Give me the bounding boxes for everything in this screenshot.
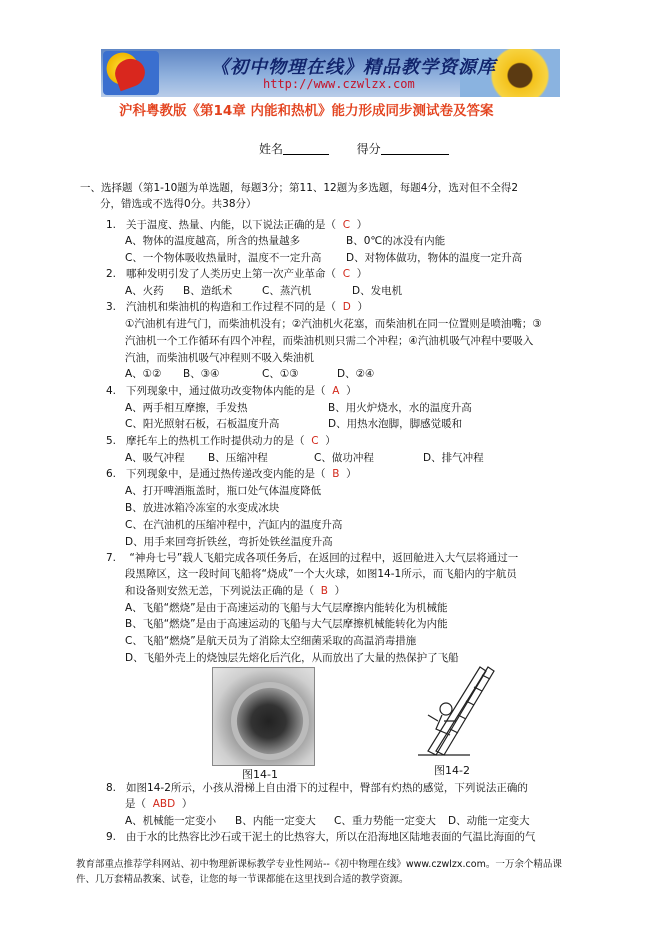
name-label: 姓名 <box>259 142 284 156</box>
option: B、0℃的冰没有内能 <box>346 235 446 247</box>
option: C、阳光照射石板，石板温度升高 <box>125 418 280 430</box>
site-banner <box>101 49 560 97</box>
option: C、①③ <box>262 368 299 380</box>
banner-url: http://www.czwlzx.com <box>263 77 415 91</box>
option: C、在汽油机的压缩冲程中，汽缸内的温度升高 <box>125 519 343 531</box>
option: B、放进冰箱冷冻室的水变成冰块 <box>125 502 280 514</box>
answer-2: C <box>342 268 351 280</box>
option: C、重力势能一定变大 <box>334 815 436 827</box>
question-4: 4. 下列现象中，通过做功改变物体内能的是（ A ） <box>106 385 357 397</box>
document-title: 沪科粤教版《第14章 内能和热机》能力形成同步测试卷及答案 <box>119 103 494 119</box>
option: A、火药 <box>125 285 164 297</box>
score-blank <box>381 142 449 155</box>
name-blank <box>283 142 329 155</box>
option: D、发电机 <box>352 285 403 297</box>
score-label: 得分 <box>356 142 381 156</box>
question-body: 汽油机一个工作循环有四个冲程，而柴油机则只需二个冲程；④汽油机吸气冲程中要吸入 <box>125 335 534 347</box>
option: B、内能一定变大 <box>235 815 316 827</box>
option: C、做功冲程 <box>314 452 374 464</box>
question-body: ①汽油机有进气门，而柴油机没有；②汽油机火花塞，而柴油机在同一位置则是喷油嘴；③ <box>125 318 542 330</box>
option: B、③④ <box>183 368 220 380</box>
question-body: 和设备则安然无恙，下列说法正确的是（ B ） <box>125 585 346 597</box>
question-7: 7. “神舟七号”载人飞船完成各项任务后，在返回的过程中，返回舱进入大气层将通过一 <box>106 552 519 564</box>
question-body: 段黑障区，这一段时间飞船将“烧成”一个大火球，如图14-1所示，而飞船内的宇航员 <box>125 568 517 580</box>
option: D、②④ <box>337 368 375 380</box>
question-8: 8. 如图14-2所示，小孩从滑梯上自由滑下的过程中，臀部有灼热的感觉，下列说法正确的 <box>106 782 528 794</box>
question-5: 5. 摩托车上的热机工作时提供动力的是（ C ） <box>106 435 336 447</box>
option: B、用火炉烧水，水的温度升高 <box>328 402 472 414</box>
figure-14-1-caption: 图14-1 <box>242 768 278 781</box>
option: D、用手来回弯折铁丝，弯折处铁丝温度升高 <box>125 536 333 548</box>
footer-line-1: 教育部重点推荐学科网站、初中物理新课标教学专业性网站--《初中物理在线》www.czwlzx.com。一万余个精品课 <box>76 859 562 870</box>
question-body: 是（ ABD ） <box>125 798 193 810</box>
question-2: 2. 哪种发明引发了人类历史上第一次产业革命（ C ） <box>106 268 368 280</box>
option: B、造纸术 <box>183 285 233 297</box>
option: A、飞船“燃烧”是由于高速运动的飞船与大气层摩擦内能转化为机械能 <box>125 602 448 614</box>
option: B、压缩冲程 <box>208 452 268 464</box>
answer-7: B <box>320 585 328 597</box>
figure-14-1-image <box>212 667 315 766</box>
answer-5: C <box>311 435 319 447</box>
answer-4: A <box>332 385 340 397</box>
figure-14-2-slide-drawing <box>410 665 498 758</box>
option: A、机械能一定变小 <box>125 815 217 827</box>
option: D、对物体做功，物体的温度一定升高 <box>346 252 523 264</box>
answer-8: ABD <box>152 798 176 810</box>
option: D、排气冲程 <box>423 452 484 464</box>
section-heading: 一、选择题（第1-10题为单选题，每题3分；第11、12题为多选题，每题4分，选对但不全得2 <box>80 182 519 194</box>
footer-line-2: 件、几万套精品教案、试卷，让您的每一节课都能在这里找到合适的教学资源。 <box>76 874 409 885</box>
question-9: 9. 由于水的比热容比沙石或干泥土的比热容大，所以在沿海地区陆地表面的气温比海面的气 <box>106 831 536 843</box>
option: D、用热水泡脚，脚感觉暖和 <box>328 418 463 430</box>
answer-6: B <box>332 468 340 480</box>
name-score-bar <box>259 140 449 157</box>
banner-title: 《初中物理在线》精品教学资源库 <box>211 57 496 78</box>
capsule-fireball-shape <box>220 671 320 771</box>
section-heading-cont: 分，错选或不选得0分。共38分） <box>100 198 257 210</box>
option: A、①② <box>125 368 162 380</box>
question-1: 1. 关于温度、热量、内能，以下说法正确的是（ C ） <box>106 219 368 231</box>
question-3: 3. 汽油机和柴油机的构造和工作过程不同的是（ D ） <box>106 301 369 313</box>
option: C、飞船“燃烧”是航天员为了消除太空细菌采取的高温消毒措施 <box>125 635 417 647</box>
option: A、物体的温度越高，所含的热量越多 <box>125 235 301 247</box>
question-body: 汽油，而柴油机吸气冲程则不吸入柴油机 <box>125 352 314 364</box>
option: C、一个物体吸收热量时，温度不一定升高 <box>125 252 322 264</box>
question-6: 6. 下列现象中，是通过热传递改变内能的是（ B ） <box>106 468 357 480</box>
option: A、打开啤酒瓶盖时，瓶口处气体温度降低 <box>125 485 322 497</box>
option: A、两手相互摩擦，手发热 <box>125 402 248 414</box>
option: D、动能一定变大 <box>448 815 530 827</box>
option: D、飞船外壳上的烧蚀层先熔化后汽化，从而放出了大量的热保护了飞船 <box>125 652 459 664</box>
figure-14-2-caption: 图14-2 <box>434 764 470 777</box>
answer-3: D <box>342 301 351 313</box>
answer-1: C <box>342 219 351 231</box>
option: B、飞船“燃烧”是由于高速运动的飞船与大气层摩擦机械能转化为内能 <box>125 618 448 630</box>
option: A、吸气冲程 <box>125 452 185 464</box>
option: C、蒸汽机 <box>262 285 312 297</box>
